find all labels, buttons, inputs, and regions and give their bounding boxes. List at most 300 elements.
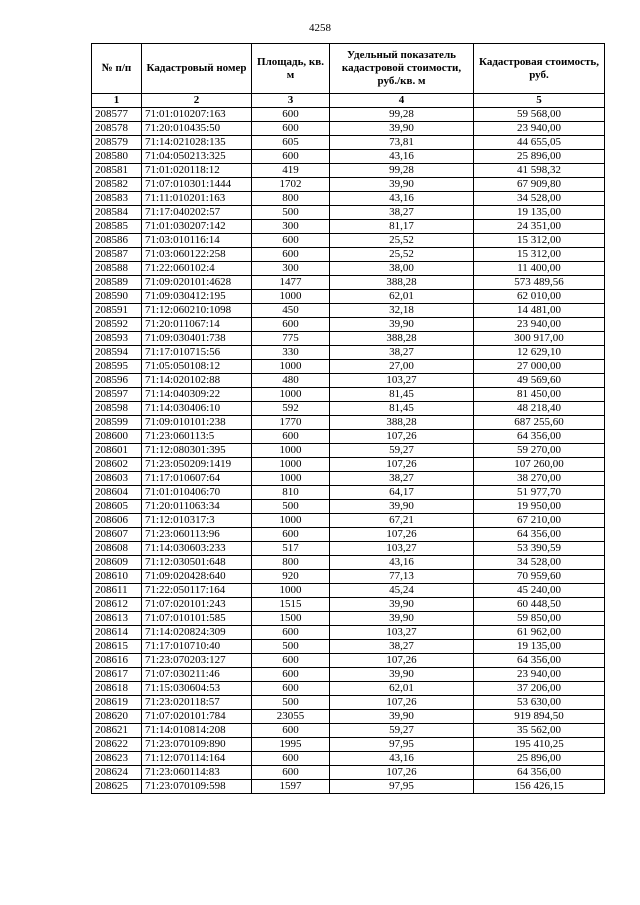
cell-area: 600 [252,668,330,682]
cell-cadastral-value: 59 568,00 [474,108,605,122]
cell-unit-value: 25,52 [330,248,474,262]
cell-unit-value: 27,00 [330,360,474,374]
cell-unit-value: 39,90 [330,122,474,136]
cell-cadastral-value: 34 528,00 [474,556,605,570]
cell-cadastral-value: 300 917,00 [474,332,605,346]
cell-unit-value: 107,26 [330,430,474,444]
cell-area: 500 [252,640,330,654]
cell-cadastral-value: 70 959,60 [474,570,605,584]
cell-row-number: 208624 [92,766,142,780]
cell-area: 1000 [252,290,330,304]
cell-row-number: 208608 [92,542,142,556]
cell-area: 800 [252,556,330,570]
table-row [92,262,605,276]
column-number: 1 [92,94,142,108]
cell-area: 600 [252,122,330,136]
cell-unit-value: 73,81 [330,136,474,150]
cell-cadastral-number: 71:23:050209:1419 [142,458,252,472]
column-number: 3 [252,94,330,108]
cell-cadastral-value: 45 240,00 [474,584,605,598]
cell-cadastral-value: 60 448,50 [474,598,605,612]
table-row [92,402,605,416]
table-row [92,612,605,626]
cell-area: 419 [252,164,330,178]
cell-unit-value: 39,90 [330,668,474,682]
cell-area: 605 [252,136,330,150]
table-row [92,276,605,290]
cell-unit-value: 39,90 [330,178,474,192]
cell-area: 592 [252,402,330,416]
cell-row-number: 208614 [92,626,142,640]
table-row [92,416,605,430]
cell-cadastral-value: 41 598,32 [474,164,605,178]
cell-cadastral-number: 71:12:010317:3 [142,514,252,528]
table-body [92,108,605,794]
table-row [92,178,605,192]
cell-unit-value: 107,26 [330,766,474,780]
cell-cadastral-value: 23 940,00 [474,668,605,682]
cell-unit-value: 38,27 [330,640,474,654]
cell-area: 1000 [252,584,330,598]
cell-cadastral-value: 27 000,00 [474,360,605,374]
cell-area: 775 [252,332,330,346]
table-row [92,472,605,486]
cell-area: 600 [252,234,330,248]
cell-area: 600 [252,752,330,766]
table-row [92,598,605,612]
cell-unit-value: 59,27 [330,724,474,738]
table-row [92,570,605,584]
cell-area: 1500 [252,612,330,626]
header-row [92,44,605,94]
cell-area: 600 [252,682,330,696]
cell-row-number: 208582 [92,178,142,192]
cell-row-number: 208621 [92,724,142,738]
cell-unit-value: 43,16 [330,150,474,164]
cell-cadastral-number: 71:14:020102:88 [142,374,252,388]
table-row [92,682,605,696]
table-row [92,220,605,234]
cell-cadastral-number: 71:22:060102:4 [142,262,252,276]
cell-cadastral-value: 59 850,00 [474,612,605,626]
cell-row-number: 208615 [92,640,142,654]
cell-area: 517 [252,542,330,556]
cell-area: 450 [252,304,330,318]
cell-cadastral-number: 71:05:050108:12 [142,360,252,374]
table-row [92,486,605,500]
cell-area: 600 [252,248,330,262]
cell-cadastral-value: 15 312,00 [474,234,605,248]
table-row [92,318,605,332]
cell-area: 600 [252,724,330,738]
cell-unit-value: 39,90 [330,500,474,514]
cell-cadastral-value: 195 410,25 [474,738,605,752]
cell-cadastral-number: 71:01:020118:12 [142,164,252,178]
cell-unit-value: 107,26 [330,528,474,542]
cell-unit-value: 97,95 [330,780,474,794]
cell-row-number: 208607 [92,528,142,542]
cell-unit-value: 107,26 [330,654,474,668]
cell-cadastral-value: 107 260,00 [474,458,605,472]
cell-row-number: 208589 [92,276,142,290]
cell-cadastral-value: 64 356,00 [474,654,605,668]
table-row [92,108,605,122]
cell-cadastral-value: 23 940,00 [474,318,605,332]
header-area: Площадь, кв. м [252,44,330,94]
table-row [92,528,605,542]
table-row [92,304,605,318]
cell-area: 810 [252,486,330,500]
cell-cadastral-value: 62 010,00 [474,290,605,304]
cell-row-number: 208600 [92,430,142,444]
cell-unit-value: 77,13 [330,570,474,584]
cell-area: 600 [252,626,330,640]
cell-area: 1000 [252,444,330,458]
cell-row-number: 208578 [92,122,142,136]
cell-row-number: 208588 [92,262,142,276]
cell-cadastral-value: 12 629,10 [474,346,605,360]
cell-cadastral-value: 64 356,00 [474,766,605,780]
cell-cadastral-number: 71:09:020428:640 [142,570,252,584]
cell-unit-value: 32,18 [330,304,474,318]
cell-unit-value: 45,24 [330,584,474,598]
cadastral-value-table [91,43,605,794]
cell-row-number: 208613 [92,612,142,626]
cell-cadastral-value: 64 356,00 [474,528,605,542]
cell-cadastral-value: 573 489,56 [474,276,605,290]
cell-unit-value: 39,90 [330,598,474,612]
table-row [92,752,605,766]
cell-row-number: 208581 [92,164,142,178]
cell-cadastral-number: 71:23:020118:57 [142,696,252,710]
table-row [92,388,605,402]
table-row [92,150,605,164]
cell-cadastral-number: 71:01:010207:163 [142,108,252,122]
cell-cadastral-value: 59 270,00 [474,444,605,458]
cell-unit-value: 62,01 [330,290,474,304]
cell-unit-value: 43,16 [330,192,474,206]
cell-row-number: 208592 [92,318,142,332]
table-row [92,164,605,178]
table-row [92,668,605,682]
cell-area: 600 [252,108,330,122]
cell-unit-value: 97,95 [330,738,474,752]
cell-area: 330 [252,346,330,360]
cell-cadastral-number: 71:23:070109:598 [142,780,252,794]
cell-cadastral-number: 71:12:070114:164 [142,752,252,766]
cell-row-number: 208593 [92,332,142,346]
table-row [92,206,605,220]
cell-area: 500 [252,696,330,710]
cell-row-number: 208622 [92,738,142,752]
cell-unit-value: 388,28 [330,276,474,290]
cell-area: 500 [252,500,330,514]
cell-row-number: 208594 [92,346,142,360]
cell-area: 300 [252,262,330,276]
cell-row-number: 208601 [92,444,142,458]
cell-row-number: 208610 [92,570,142,584]
cell-cadastral-number: 71:17:010710:40 [142,640,252,654]
table-row [92,654,605,668]
cell-cadastral-value: 67 909,80 [474,178,605,192]
table-row [92,234,605,248]
cell-unit-value: 107,26 [330,458,474,472]
cell-cadastral-number: 71:20:011067:14 [142,318,252,332]
cell-unit-value: 39,90 [330,318,474,332]
cell-area: 1000 [252,388,330,402]
cell-cadastral-number: 71:22:050117:164 [142,584,252,598]
cell-row-number: 208599 [92,416,142,430]
cell-area: 1000 [252,472,330,486]
cell-cadastral-number: 71:01:010406:70 [142,486,252,500]
cell-cadastral-value: 34 528,00 [474,192,605,206]
cell-row-number: 208587 [92,248,142,262]
cell-unit-value: 81,17 [330,220,474,234]
cell-cadastral-number: 71:12:060210:1098 [142,304,252,318]
cell-cadastral-number: 71:07:020101:243 [142,598,252,612]
cell-area: 480 [252,374,330,388]
table-row [92,192,605,206]
table-row [92,584,605,598]
cell-cadastral-number: 71:17:040202:57 [142,206,252,220]
cell-cadastral-number: 71:23:060113:5 [142,430,252,444]
table-row [92,500,605,514]
cell-cadastral-number: 71:14:020824:309 [142,626,252,640]
cell-unit-value: 388,28 [330,416,474,430]
cell-unit-value: 25,52 [330,234,474,248]
cell-row-number: 208617 [92,668,142,682]
cell-area: 23055 [252,710,330,724]
cell-cadastral-number: 71:23:070203:127 [142,654,252,668]
table-row [92,542,605,556]
table-row [92,766,605,780]
cell-area: 600 [252,318,330,332]
cell-unit-value: 103,27 [330,374,474,388]
cell-row-number: 208620 [92,710,142,724]
cell-row-number: 208619 [92,696,142,710]
cell-area: 600 [252,766,330,780]
cell-cadastral-number: 71:09:010101:238 [142,416,252,430]
cell-cadastral-number: 71:14:021028:135 [142,136,252,150]
cell-area: 1702 [252,178,330,192]
table-row [92,556,605,570]
table-row [92,724,605,738]
cell-cadastral-value: 15 312,00 [474,248,605,262]
column-number: 2 [142,94,252,108]
cell-area: 800 [252,192,330,206]
cell-unit-value: 103,27 [330,626,474,640]
cell-unit-value: 39,90 [330,612,474,626]
cell-cadastral-value: 81 450,00 [474,388,605,402]
cell-row-number: 208595 [92,360,142,374]
cell-row-number: 208616 [92,654,142,668]
cell-cadastral-value: 53 390,59 [474,542,605,556]
cell-cadastral-value: 48 218,40 [474,402,605,416]
cell-area: 600 [252,430,330,444]
cell-cadastral-number: 71:07:020101:784 [142,710,252,724]
cell-row-number: 208605 [92,500,142,514]
cell-cadastral-value: 919 894,50 [474,710,605,724]
cell-cadastral-number: 71:14:010814:208 [142,724,252,738]
cell-row-number: 208596 [92,374,142,388]
cell-unit-value: 59,27 [330,444,474,458]
cell-unit-value: 39,90 [330,710,474,724]
cell-cadastral-number: 71:09:020101:4628 [142,276,252,290]
cell-cadastral-value: 156 426,15 [474,780,605,794]
cell-cadastral-number: 71:09:030412:195 [142,290,252,304]
cell-row-number: 208606 [92,514,142,528]
cell-row-number: 208612 [92,598,142,612]
cell-unit-value: 99,28 [330,108,474,122]
table-row [92,122,605,136]
cell-area: 1597 [252,780,330,794]
cell-cadastral-value: 67 210,00 [474,514,605,528]
cell-cadastral-number: 71:23:060113:96 [142,528,252,542]
cell-cadastral-number: 71:17:010607:64 [142,472,252,486]
cell-cadastral-value: 61 962,00 [474,626,605,640]
header-cadastral-value: Кадастровая стоимость, руб. [474,44,605,94]
cell-cadastral-value: 687 255,60 [474,416,605,430]
table-row [92,458,605,472]
cell-area: 500 [252,206,330,220]
cell-unit-value: 43,16 [330,752,474,766]
cell-unit-value: 99,28 [330,164,474,178]
table-row [92,710,605,724]
cell-unit-value: 38,27 [330,206,474,220]
table-row [92,290,605,304]
cell-row-number: 208591 [92,304,142,318]
cell-cadastral-number: 71:07:010301:1444 [142,178,252,192]
table-row [92,514,605,528]
cell-unit-value: 388,28 [330,332,474,346]
cell-cadastral-value: 25 896,00 [474,150,605,164]
cell-area: 1000 [252,458,330,472]
table-row [92,444,605,458]
column-number: 5 [474,94,605,108]
cell-row-number: 208609 [92,556,142,570]
cell-unit-value: 38,00 [330,262,474,276]
cell-area: 1477 [252,276,330,290]
cell-row-number: 208618 [92,682,142,696]
cell-row-number: 208623 [92,752,142,766]
cell-cadastral-value: 38 270,00 [474,472,605,486]
page-number: 4258 [309,22,331,34]
cell-area: 1995 [252,738,330,752]
cell-cadastral-number: 71:12:030501:648 [142,556,252,570]
cell-cadastral-number: 71:23:060114:83 [142,766,252,780]
cell-row-number: 208602 [92,458,142,472]
cell-area: 1770 [252,416,330,430]
cell-cadastral-value: 44 655,05 [474,136,605,150]
cell-row-number: 208577 [92,108,142,122]
cell-area: 600 [252,654,330,668]
cell-unit-value: 38,27 [330,346,474,360]
cell-row-number: 208586 [92,234,142,248]
cell-cadastral-number: 71:15:030604:53 [142,682,252,696]
header-cadastral-number: Кадастровый номер [142,44,252,94]
cell-cadastral-number: 71:17:010715:56 [142,346,252,360]
cell-row-number: 208583 [92,192,142,206]
column-number-row [92,94,605,108]
table-row [92,696,605,710]
cell-unit-value: 64,17 [330,486,474,500]
cell-cadastral-number: 71:03:060122:258 [142,248,252,262]
cell-cadastral-value: 53 630,00 [474,696,605,710]
cell-unit-value: 81,45 [330,402,474,416]
column-number: 4 [330,94,474,108]
cell-unit-value: 103,27 [330,542,474,556]
cell-cadastral-number: 71:14:040309:22 [142,388,252,402]
cell-cadastral-value: 51 977,70 [474,486,605,500]
cell-area: 920 [252,570,330,584]
table-row [92,374,605,388]
table-row [92,626,605,640]
cell-unit-value: 67,21 [330,514,474,528]
table-row [92,332,605,346]
header-unit-value: Удельный показатель кадастровой стоимости, руб./кв. м [330,44,474,94]
cell-cadastral-number: 71:20:010435:50 [142,122,252,136]
cell-cadastral-number: 71:09:030401:738 [142,332,252,346]
cell-row-number: 208625 [92,780,142,794]
cell-row-number: 208603 [92,472,142,486]
cell-cadastral-number: 71:03:010116:14 [142,234,252,248]
cell-unit-value: 107,26 [330,696,474,710]
cell-cadastral-number: 71:07:010101:585 [142,612,252,626]
cell-row-number: 208590 [92,290,142,304]
cell-cadastral-number: 71:23:070109:890 [142,738,252,752]
cell-row-number: 208597 [92,388,142,402]
cell-row-number: 208611 [92,584,142,598]
table-row [92,360,605,374]
cell-area: 600 [252,150,330,164]
cell-area: 1000 [252,514,330,528]
cell-row-number: 208598 [92,402,142,416]
cell-cadastral-value: 19 135,00 [474,206,605,220]
cell-area: 1000 [252,360,330,374]
cell-row-number: 208584 [92,206,142,220]
cell-cadastral-value: 11 400,00 [474,262,605,276]
cell-row-number: 208585 [92,220,142,234]
header-row-number: № п/п [92,44,142,94]
cell-cadastral-value: 35 562,00 [474,724,605,738]
cell-row-number: 208579 [92,136,142,150]
table-row [92,248,605,262]
cell-cadastral-value: 64 356,00 [474,430,605,444]
table-row [92,136,605,150]
cell-cadastral-number: 71:14:030603:233 [142,542,252,556]
cell-cadastral-number: 71:12:080301:395 [142,444,252,458]
cell-cadastral-number: 71:11:010201:163 [142,192,252,206]
cell-cadastral-number: 71:04:050213:325 [142,150,252,164]
cell-cadastral-value: 19 135,00 [474,640,605,654]
cell-area: 300 [252,220,330,234]
cell-cadastral-value: 23 940,00 [474,122,605,136]
table-row [92,738,605,752]
table-row [92,346,605,360]
cell-cadastral-number: 71:01:030207:142 [142,220,252,234]
cell-unit-value: 38,27 [330,472,474,486]
cell-row-number: 208604 [92,486,142,500]
cell-cadastral-value: 14 481,00 [474,304,605,318]
cell-unit-value: 62,01 [330,682,474,696]
cell-area: 1515 [252,598,330,612]
cell-cadastral-number: 71:07:030211:46 [142,668,252,682]
cell-cadastral-number: 71:20:011063:34 [142,500,252,514]
cell-cadastral-value: 19 950,00 [474,500,605,514]
table-row [92,780,605,794]
cell-unit-value: 43,16 [330,556,474,570]
cell-cadastral-value: 49 569,60 [474,374,605,388]
